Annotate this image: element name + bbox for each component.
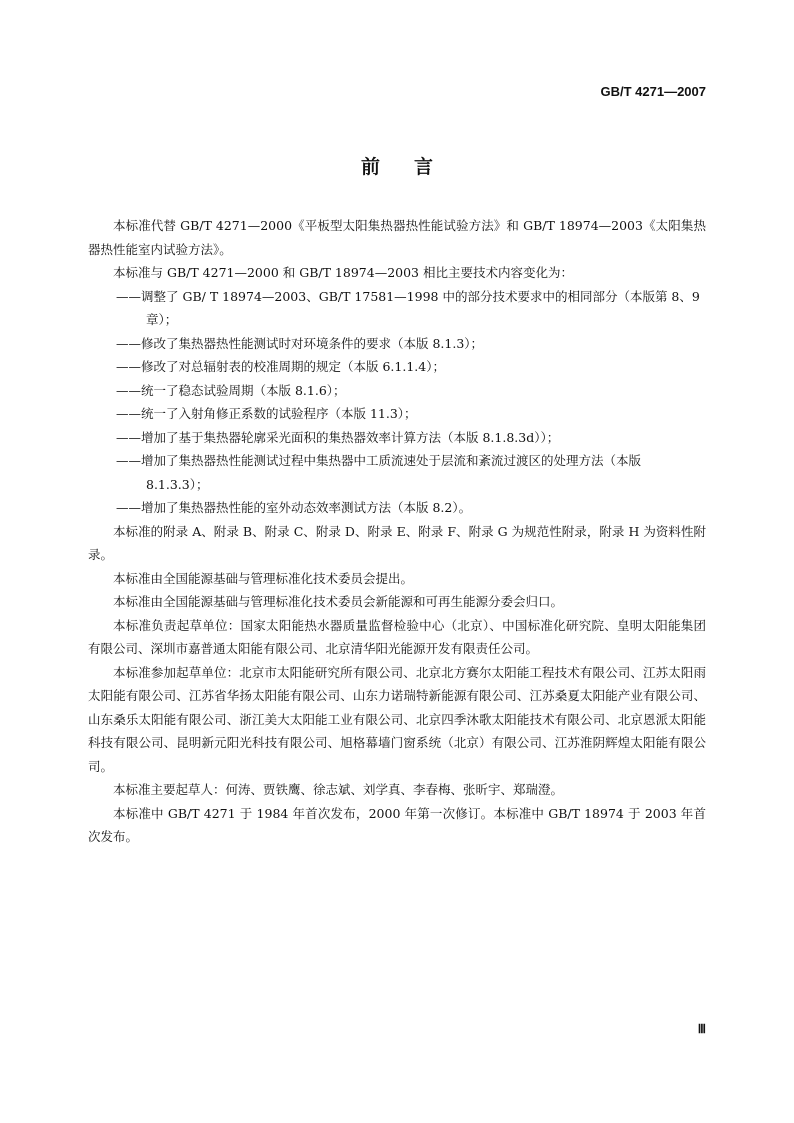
change-item: ——统一了稳态试验周期（本版 8.1.6）； bbox=[116, 382, 346, 398]
change-item: ——增加了基于集热器轮廓采光面积的集热器效率计算方法（本版 8.1.8.3d））； bbox=[116, 429, 560, 445]
change-item: ——修改了对总辐射表的校准周期的规定（本版 6.1.1.4）； bbox=[116, 359, 445, 374]
standard-code: GB/T 4271—2007 bbox=[600, 84, 706, 99]
document-body bbox=[88, 214, 706, 849]
change-item: ——增加了集热器热性能的室外动态效率测试方法（本版 8.2）。 bbox=[116, 500, 472, 515]
paragraph-replaces: 本标准代替 GB/T 4271—2000《平板型太阳集热器热性能试验方法》和 GB/T 18974—2003《太阳集热器热性能室内试验方法》。 bbox=[88, 218, 706, 257]
paragraph-drafters: 本标准主要起草人：何涛、贾铁鹰、徐志斌、刘学真、李春梅、张昕宇、郑瑞澄。 bbox=[113, 782, 564, 797]
paragraph-centralized-by: 本标准由全国能源基础与管理标准化技术委员会新能源和可再生能源分委会归口。 bbox=[113, 594, 564, 609]
paragraph-drafting-units: 本标准负责起草单位：国家太阳能热水器质量监督检验中心（北京）、中国标准化研究院、皇明太阳能集团有限公司、深圳市嘉普通太阳能有限公司、北京清华阳光能源开发有限责任公司。 bbox=[88, 617, 706, 656]
page-title: 前言 bbox=[360, 156, 467, 178]
page-number: Ⅲ bbox=[697, 1022, 706, 1036]
paragraph-changes-intro: 本标准与 GB/T 4271—2000 和 GB/T 18974—2003 相比主要技术内容变化为： bbox=[113, 265, 573, 280]
change-item: ——修改了集热器热性能测试时对环境条件的要求（本版 8.1.3）； bbox=[116, 335, 484, 351]
paragraph-appendices: 本标准的附录 A、附录 B、附录 C、附录 D、附录 E、附录 F、附录 G 为规范性附录，附录 H 为资料性附录。 bbox=[88, 523, 706, 562]
change-item: ——增加了集热器热性能测试过程中集热器中工质流速处于层流和紊流过渡区的处理方法（本版 8.1.3.3）； bbox=[116, 453, 642, 492]
change-item: ——调整了 GB/ T 18974—2003、GB/T 17581—1998 中的部分技术要求中的相同部分（本版第 8、9 章）； bbox=[116, 288, 700, 327]
change-item: ——统一了入射角修正系数的试验程序（本版 11.3）； bbox=[116, 406, 417, 421]
paragraph-participating-units: 本标准参加起草单位：北京市太阳能研究所有限公司、北京北方赛尔太阳能工程技术有限公司、江苏太阳雨太阳能有限公司、江苏省华扬太阳能有限公司、山东力诺瑞特新能源有限公司、江苏桑夏太阳能产业有限公司、山东桑乐太阳能有限公司、浙江美大太阳能工业有限公司、北京四季沐歌太阳能技术有限公司、北京恩派太阳能科技有限公司、昆明新元阳光科技有限公司、旭格幕墙门窗系统（北京）有限公司、江苏淮阴辉煌太阳能有限公司。 bbox=[88, 664, 706, 774]
paragraph-history: 本标准中 GB/T 4271 于 1984 年首次发布，2000 年第一次修订。本标准中 GB/T 18974 于 2003 年首次发布。 bbox=[88, 805, 706, 844]
paragraph-proposed-by: 本标准由全国能源基础与管理标准化技术委员会提出。 bbox=[113, 570, 414, 586]
